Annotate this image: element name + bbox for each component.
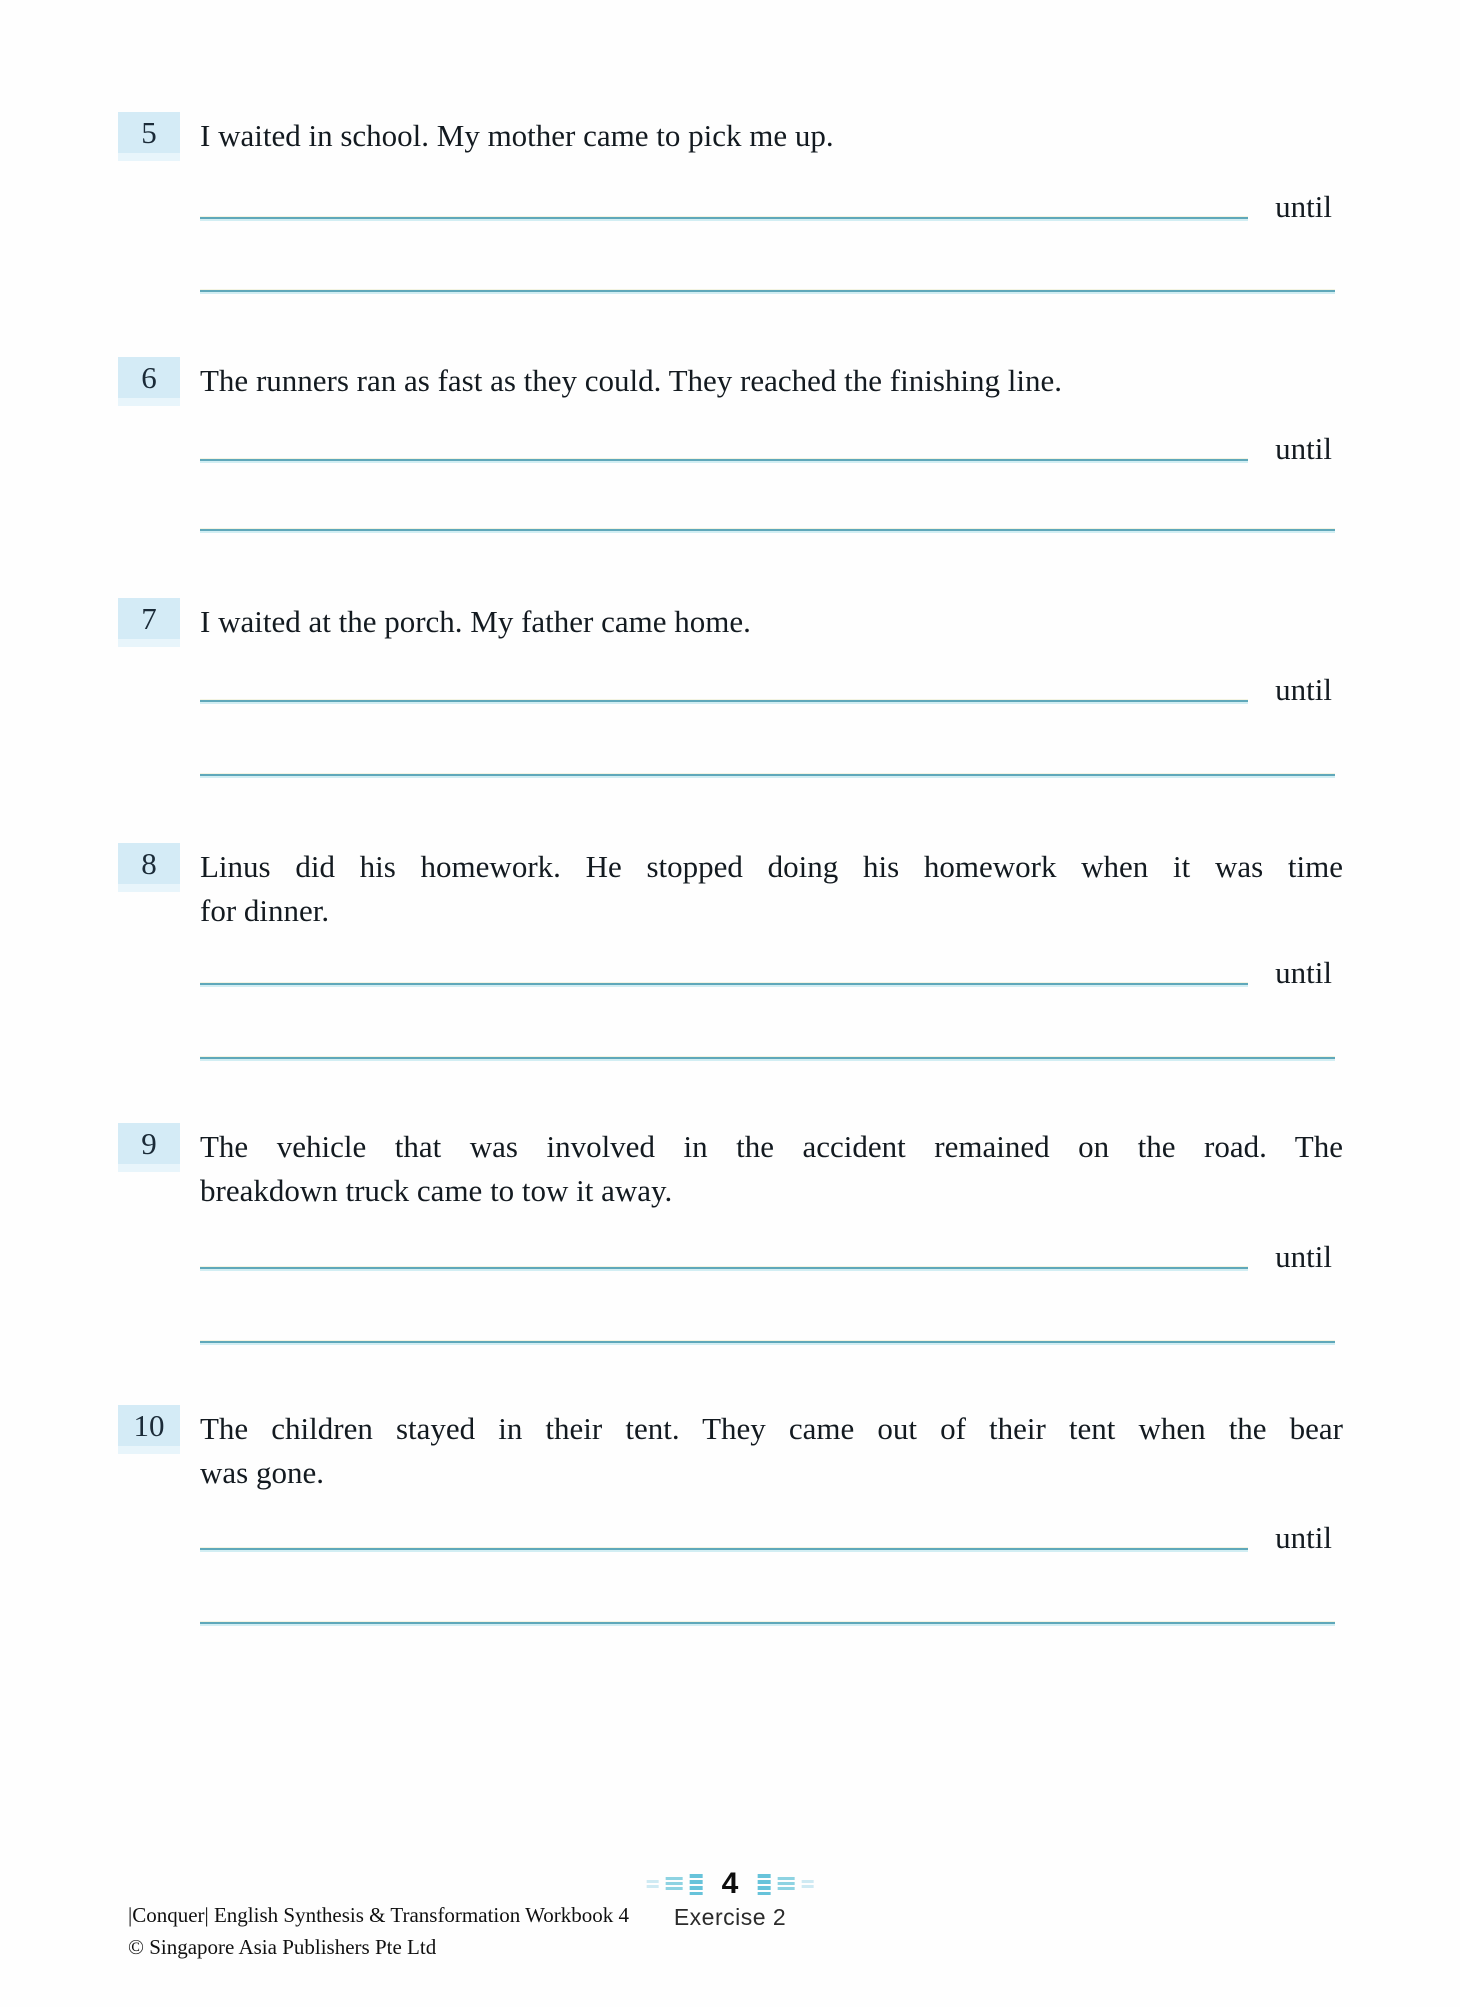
question-text-line: breakdown truck came to tow it away. xyxy=(200,1173,673,1208)
page-number-block xyxy=(647,1869,814,1931)
question xyxy=(118,112,1345,301)
page-number: 4 xyxy=(721,1867,739,1900)
question-text-line: The children stayed in their tent. They came out of their tent when the bear xyxy=(200,1411,1343,1446)
question xyxy=(118,843,1345,1068)
question-text xyxy=(200,359,1343,403)
connector-label: until xyxy=(1275,672,1332,707)
question-text-line: The vehicle that was involved in the accident remained on the road. The xyxy=(200,1129,1343,1164)
question-text xyxy=(200,1407,1343,1495)
connector-label: until xyxy=(1275,1520,1332,1555)
question-number-badge: 5 xyxy=(118,112,180,161)
decor-stripes-icon xyxy=(647,1880,659,1889)
answer-blank-line-1[interactable] xyxy=(200,458,1248,463)
question-number-badge: 8 xyxy=(118,843,180,892)
answer-blank-line-2[interactable] xyxy=(200,1621,1335,1626)
question xyxy=(118,1123,1345,1352)
question-text xyxy=(200,114,1343,158)
question-text-line: was gone. xyxy=(200,1455,324,1490)
connector-label: until xyxy=(1275,1239,1332,1274)
question-number-badge: 6 xyxy=(118,357,180,406)
decor-stripes-icon xyxy=(801,1880,813,1889)
answer-blank-line-2[interactable] xyxy=(200,528,1335,533)
answer-blank-line-1[interactable] xyxy=(200,1266,1248,1271)
book-title: |Conquer| English Synthesis & Transformation Workbook 4 xyxy=(128,1903,630,1927)
decor-stripes-icon xyxy=(757,1874,770,1895)
question xyxy=(118,598,1345,785)
question-number-badge: 9 xyxy=(118,1123,180,1172)
answer-blank-line-1[interactable] xyxy=(200,216,1248,221)
answer-blank-line-2[interactable] xyxy=(200,289,1335,294)
copyright-notice: © Singapore Asia Publishers Pte Ltd xyxy=(128,1935,437,1959)
answer-blank-line-1[interactable] xyxy=(200,982,1248,987)
answer-blank-line-2[interactable] xyxy=(200,773,1335,778)
answer-blank-line-1[interactable] xyxy=(200,699,1248,704)
connector-label: until xyxy=(1275,955,1332,990)
exercise-label: Exercise 2 xyxy=(673,1904,787,1930)
question-number-badge: 7 xyxy=(118,598,180,647)
question xyxy=(118,1405,1345,1633)
connector-label: until xyxy=(1275,189,1332,224)
question-text-line: for dinner. xyxy=(200,893,330,928)
page-number-row xyxy=(647,1869,814,1899)
question-text-line: I waited at the porch. My father came home. xyxy=(200,604,751,639)
decor-stripes-icon xyxy=(777,1877,794,1891)
question-text xyxy=(200,845,1343,933)
decor-stripes-icon xyxy=(666,1877,683,1891)
question-text-line: I waited in school. My mother came to pick me up. xyxy=(200,118,834,153)
question-text-line: Linus did his homework. He stopped doing his homework when it was time xyxy=(200,849,1343,884)
decor-stripes-icon xyxy=(690,1874,703,1895)
question xyxy=(118,357,1345,540)
question-text-line: The runners ran as fast as they could. They reached the finishing line. xyxy=(200,363,1062,398)
answer-blank-line-2[interactable] xyxy=(200,1340,1335,1345)
question-text xyxy=(200,1125,1343,1213)
answer-blank-line-2[interactable] xyxy=(200,1056,1335,1061)
question-text xyxy=(200,600,1343,644)
question-number-badge: 10 xyxy=(118,1405,180,1454)
connector-label: until xyxy=(1275,431,1332,466)
answer-blank-line-1[interactable] xyxy=(200,1547,1248,1552)
